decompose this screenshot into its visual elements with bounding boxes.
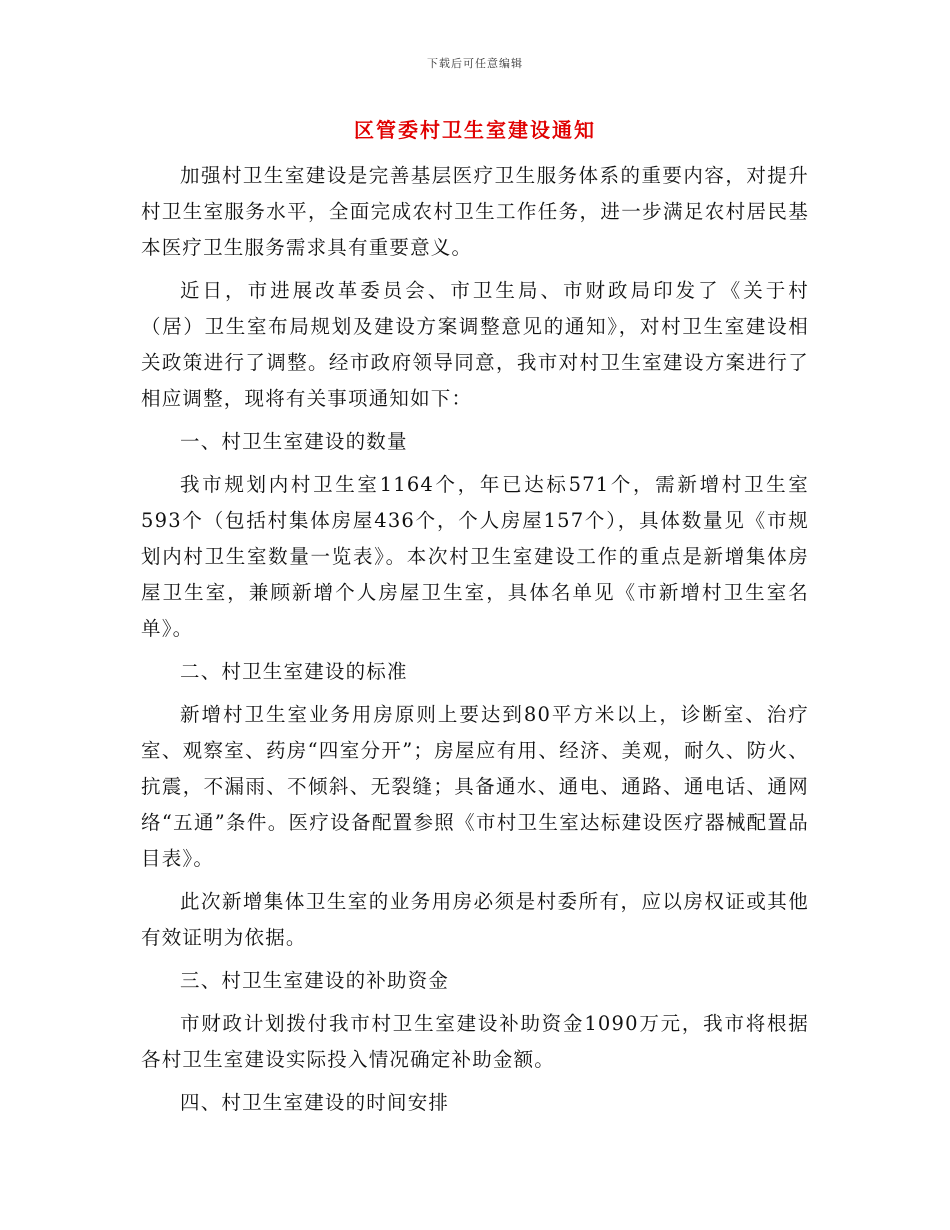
document-body bbox=[141, 158, 809, 1128]
document-title: 区管委村卫生室建设通知 bbox=[354, 118, 596, 142]
paragraph-funding: 市财政计划拨付我市村卫生室建设补助资金1090万元，我市将根据各村卫生室建设实际投入情况确定补助金额。 bbox=[141, 1012, 809, 1071]
paragraph-standard: 新增村卫生室业务用房原则上要达到80平方米以上，诊断室、治疗室、观察室、药房“四室分开”；房屋应有用、经济、美观，耐久、防火、抗震，不漏雨、不倾斜、无裂缝；具备通水、通电、通路、通电话、通网络“五通”条件。医疗设备配置参照《市村卫生室达标建设医疗器械配置品目表》。 bbox=[141, 703, 809, 870]
section-heading-funding: 三、村卫生室建设的补助资金 bbox=[180, 969, 450, 992]
paragraph-ownership: 此次新增集体卫生室的业务用房必须是村委所有，应以房权证或其他有效证明为依据。 bbox=[141, 890, 809, 949]
paragraph-quantity: 我市规划内村卫生室1164个，年已达标571个，需新增村卫生室593个（包括村集体房屋436个，个人房屋157个），具体数量见《市规划内村卫生室数量一览表》。本次村卫生室建设工作的重点是新增集体房屋卫生室，兼顾新增个人房屋卫生室，具体名单见《市新增村卫生室名单》。 bbox=[141, 473, 809, 640]
section-heading-quantity: 一、村卫生室建设的数量 bbox=[180, 430, 408, 453]
header-note: 下载后可任意编辑 bbox=[427, 57, 523, 70]
paragraph-intro: 加强村卫生室建设是完善基层医疗卫生服务体系的重要内容，对提升村卫生室服务水平，全面完成农村卫生工作任务，进一步满足农村居民基本医疗卫生服务需求具有重要意义。 bbox=[141, 164, 809, 259]
section-heading-schedule: 四、村卫生室建设的时间安排 bbox=[180, 1091, 450, 1114]
paragraph-background: 近日，市进展改革委员会、市卫生局、市财政局印发了《关于村（居）卫生室布局规划及建设方案调整意见的通知》，对村卫生室建设相关政策进行了调整。经市政府领导同意，我市对村卫生室建设方案进行了相应调整，现将有关事项通知如下： bbox=[141, 279, 809, 410]
section-heading-standard: 二、村卫生室建设的标准 bbox=[180, 660, 408, 683]
